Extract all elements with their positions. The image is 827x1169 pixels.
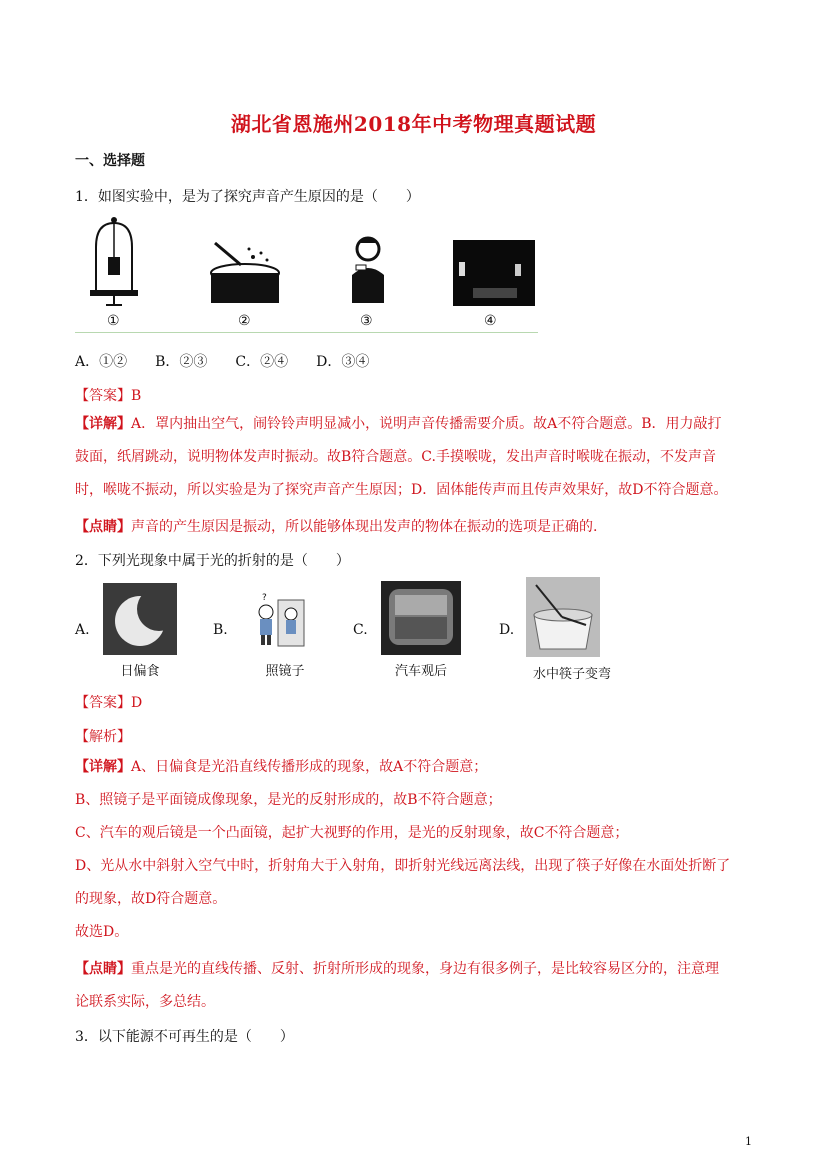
detail-line: C、汽车的观后镜是一个凸面镜，起扩大视野的作用，是光的反射现象，故C不符合题意； — [75, 825, 629, 841]
page-number: 1 — [745, 1135, 752, 1148]
question-1-stem: 1．如图实验中，是为了探究声音产生原因的是（ ） — [75, 189, 420, 205]
comment-text: 重点是光的直线传播、反射、折射所形成的现象，身边有很多例子，是比较容易区分的，注意理 — [131, 961, 719, 977]
question-2-detail — [75, 751, 755, 949]
drum-figure — [205, 235, 285, 307]
person-throat-figure — [348, 235, 388, 305]
option-letter-d: D. — [499, 622, 515, 638]
caption-rearview: 汽车观后 — [394, 664, 447, 679]
section-heading: 一、选择题 — [75, 153, 145, 169]
question-2-stem: 2．下列光现象中属于光的折射的是（ ） — [75, 553, 350, 569]
option-letter-a: A. — [75, 622, 90, 638]
detail-line: 故选D。 — [75, 924, 129, 940]
detail-line-text: A、日偏食是光沿直线传播形成的现象，故A不符合题意； — [131, 759, 488, 775]
figure-label-4: ④ — [484, 313, 497, 329]
rearview-mirror-photo — [381, 581, 461, 655]
comment-tag: 【点睛】 — [75, 519, 131, 535]
option-letter-b: B. — [213, 622, 228, 638]
option-letter-c: C. — [353, 622, 368, 638]
comment-text: 声音的产生原因是振动，所以能够体现出发声的物体在振动的选项是正确的. — [131, 519, 598, 535]
question-1-answer — [75, 385, 141, 405]
figure-label-2: ② — [238, 313, 251, 329]
svg-text:?: ? — [262, 593, 267, 603]
question-2-comment — [75, 953, 755, 1019]
figure-label-3: ③ — [360, 313, 373, 329]
answer-value: B — [131, 388, 142, 404]
caption-chopstick: 水中筷子变弯 — [532, 667, 611, 682]
detail-line: 的现象，故D符合题意。 — [75, 891, 227, 907]
comment-line: 论联系实际，多总结。 — [75, 994, 215, 1010]
chopstick-bowl-photo — [526, 577, 600, 657]
analysis-tag: 【解析】 — [75, 729, 131, 745]
question-3-stem: 3．以下能源不可再生的是（ ） — [75, 1029, 294, 1045]
detail-line-text: A．罩内抽出空气，闹铃铃声明显减小，说明声音传播需要介质。故A不符合题意。B．用力敲打 — [131, 416, 722, 432]
detail-line — [75, 751, 755, 784]
detail-line: 时，喉咙不振动，所以实验是为了探究声音产生原因；D．固体能传声而且传声效果好，故D不符合题意。 — [75, 482, 728, 498]
detail-line — [75, 408, 755, 441]
comment-line — [75, 953, 755, 986]
detail-line: 鼓面，纸屑跳动，说明物体发声时振动。故B符合题意。C.手摸喉咙，发出声音时喉咙在振动，不发声音 — [75, 449, 716, 465]
detail-line: B、照镜子是平面镜成像现象，是光的反射形成的，故B不符合题意； — [75, 792, 502, 808]
comment-tag: 【点睛】 — [75, 961, 131, 977]
page-title: 湖北省恩施州2018年中考物理真题试题 — [230, 112, 597, 136]
question-1-detail — [75, 408, 755, 507]
mirror-cartoon — [248, 590, 310, 652]
detail-tag: 【详解】 — [75, 759, 131, 775]
caption-solar-eclipse: 日偏食 — [120, 664, 160, 679]
question-2-answer — [75, 692, 142, 712]
answer-value: D — [131, 695, 143, 711]
bell-jar-figure — [88, 217, 140, 307]
figure-label-1: ① — [107, 313, 120, 329]
caption-mirror: 照镜子 — [265, 664, 305, 679]
tuning-fork-photo — [453, 240, 535, 306]
answer-tag: 【答案】 — [75, 695, 131, 711]
answer-tag: 【答案】 — [75, 388, 131, 404]
figure-divider — [75, 332, 538, 333]
question-1-options: A．①② B．②③ C．②④ D．③④ — [75, 354, 370, 370]
solar-eclipse-photo — [103, 583, 177, 655]
detail-tag: 【详解】 — [75, 416, 131, 432]
question-1-comment — [75, 516, 597, 536]
detail-line: D、光从水中斜射入空气中时，折射角大于入射角，即折射光线远离法线，出现了筷子好像在水面处折断了 — [75, 858, 731, 874]
